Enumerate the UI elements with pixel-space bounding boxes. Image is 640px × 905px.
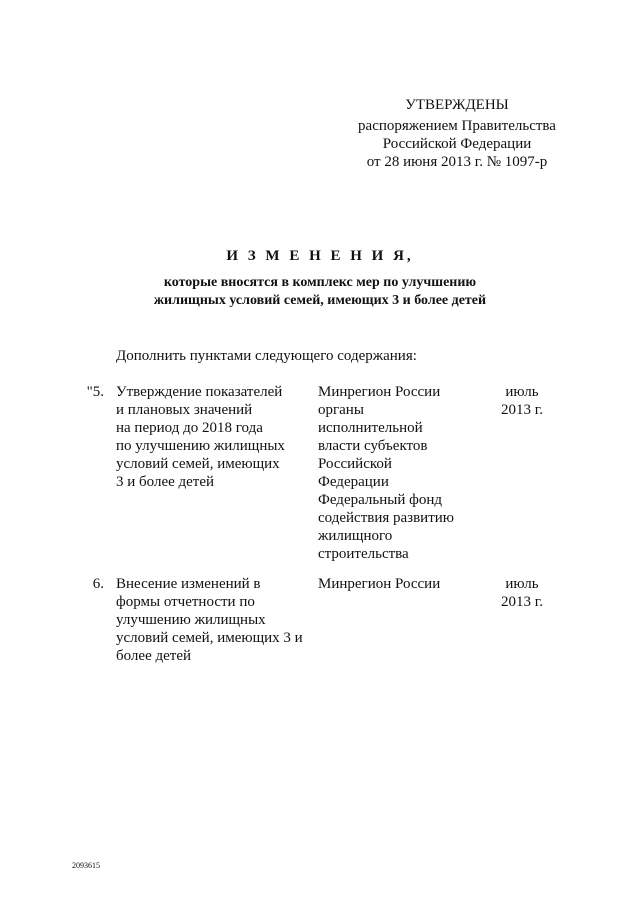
item-responsible <box>318 575 478 593</box>
responsible-line: Минрегион России <box>318 384 441 400</box>
description-line: 3 и более детей <box>116 474 215 490</box>
subtitle-line: жилищных условий семей, имеющих 3 и более детей <box>153 293 487 308</box>
subtitle-line: которые вносятся в комплекс мер по улучшению <box>163 275 477 290</box>
document-code: 2093615 <box>72 861 100 870</box>
document-title: И З М Е Н Е Н И Я, <box>226 248 414 264</box>
responsible-line: власти субъектов <box>318 438 428 454</box>
deadline-line: 2013 г. <box>501 594 543 610</box>
responsible-line: строительства <box>318 546 409 562</box>
responsible-line: содействия развитию <box>318 510 454 526</box>
description-line: условий семей, имеющих <box>116 456 280 472</box>
description-line: условий семей, имеющих 3 и <box>116 630 303 646</box>
responsible-line: Минрегион России <box>318 576 441 592</box>
document-subtitle <box>0 274 640 310</box>
item-responsible <box>318 383 478 563</box>
description-line: Внесение изменений в <box>116 576 261 592</box>
responsible-line: органы <box>318 402 364 418</box>
responsible-line: жилищного <box>318 528 393 544</box>
description-line: Утверждение показателей <box>116 384 283 400</box>
responsible-line: Федерации <box>318 474 389 490</box>
description-line: по улучшению жилищных <box>116 438 285 454</box>
description-line: на период до 2018 года <box>116 420 263 436</box>
approval-title: УТВЕРЖДЕНЫ <box>405 97 509 113</box>
description-line: улучшению жилищных <box>116 612 266 628</box>
intro-text: Дополнить пунктами следующего содержания: <box>116 348 417 364</box>
description-line: более детей <box>116 648 192 664</box>
approval-block <box>300 96 614 171</box>
item-description <box>116 383 312 491</box>
item-deadline <box>480 383 564 419</box>
deadline-line: июль <box>505 576 539 592</box>
responsible-line: Федеральный фонд <box>318 492 442 508</box>
responsible-line: Российской <box>318 456 392 472</box>
deadline-line: июль <box>505 384 539 400</box>
item-deadline <box>480 575 564 611</box>
item-number: "5. <box>86 384 104 400</box>
description-line: и плановых значений <box>116 402 253 418</box>
approval-line: от 28 июня 2013 г. № 1097-р <box>366 154 548 170</box>
item-description <box>116 575 312 665</box>
deadline-line: 2013 г. <box>501 402 543 418</box>
item-number: 6. <box>92 576 104 592</box>
description-line: формы отчетности по <box>116 594 255 610</box>
changes-header <box>0 247 640 310</box>
responsible-line: исполнительной <box>318 420 423 436</box>
approval-line: Российской Федерации <box>382 136 532 152</box>
approval-line: распоряжением Правительства <box>358 118 556 134</box>
